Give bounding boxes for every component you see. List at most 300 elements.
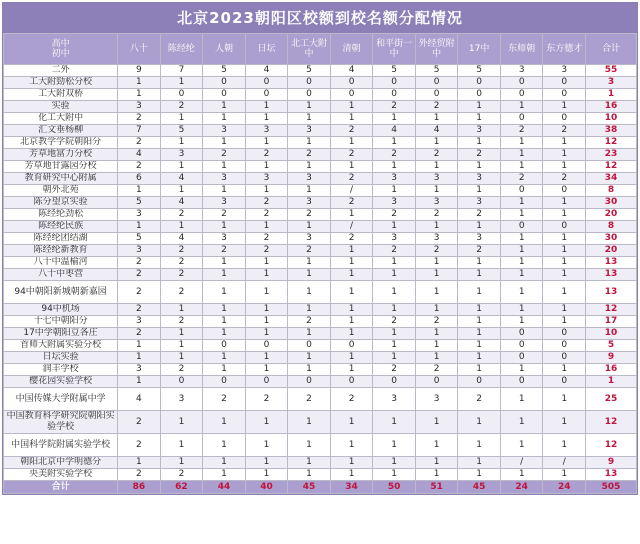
table-cell: 3 bbox=[203, 197, 246, 209]
table-cell: 0 bbox=[245, 89, 288, 101]
table-cell: 2 bbox=[245, 209, 288, 221]
table-cell: 0 bbox=[543, 77, 586, 89]
table-cell: 1 bbox=[330, 469, 373, 481]
totals-cell: 62 bbox=[160, 481, 203, 494]
column-header: 日坛 bbox=[245, 34, 288, 65]
row-school-name: 八十中温榆河 bbox=[4, 257, 118, 269]
table-cell: 0 bbox=[160, 376, 203, 388]
table-cell: 1 bbox=[118, 457, 161, 469]
table-cell: 0 bbox=[203, 376, 246, 388]
corner-header-line: 高中 bbox=[51, 39, 70, 49]
table-cell: 0 bbox=[500, 77, 543, 89]
table-cell: 1 bbox=[203, 457, 246, 469]
totals-label: 合计 bbox=[4, 481, 118, 494]
table-cell: 1 bbox=[288, 101, 331, 113]
table-row bbox=[4, 221, 637, 233]
row-total-cell: 9 bbox=[585, 457, 636, 469]
table-cell: 2 bbox=[415, 364, 458, 376]
row-total-cell: 20 bbox=[585, 209, 636, 221]
column-header: 陈经纶 bbox=[160, 34, 203, 65]
table-cell: 1 bbox=[543, 209, 586, 221]
table-cell: 5 bbox=[288, 65, 331, 77]
table-cell: 1 bbox=[415, 113, 458, 125]
table-row bbox=[4, 77, 637, 89]
row-school-name: 朝外北苑 bbox=[4, 185, 118, 197]
table-cell: 0 bbox=[543, 89, 586, 101]
table-row bbox=[4, 113, 637, 125]
table-cell: 0 bbox=[458, 77, 501, 89]
table-cell: 1 bbox=[458, 316, 501, 328]
table-cell: 1 bbox=[330, 209, 373, 221]
row-total-cell: 34 bbox=[585, 173, 636, 185]
row-total-cell: 23 bbox=[585, 149, 636, 161]
table-row bbox=[4, 209, 637, 221]
table-cell: 1 bbox=[458, 469, 501, 481]
table-row bbox=[4, 65, 637, 77]
row-school-name: 芳草地富力分校 bbox=[4, 149, 118, 161]
table-cell: 1 bbox=[330, 257, 373, 269]
table-cell: 1 bbox=[543, 149, 586, 161]
allocation-table bbox=[3, 33, 637, 494]
table-cell: 3 bbox=[288, 233, 331, 245]
table-cell: 1 bbox=[203, 161, 246, 173]
table-cell: 1 bbox=[500, 257, 543, 269]
table-cell: 2 bbox=[330, 197, 373, 209]
table-cell: 1 bbox=[415, 340, 458, 352]
table-cell: 1 bbox=[288, 161, 331, 173]
row-school-name: 北京教学学院朝阳分 bbox=[4, 137, 118, 149]
table-cell: 2 bbox=[118, 469, 161, 481]
column-header: 人朝 bbox=[203, 34, 246, 65]
table-row bbox=[4, 101, 637, 113]
table-cell: 1 bbox=[203, 137, 246, 149]
table-cell: 1 bbox=[330, 411, 373, 434]
table-cell: 1 bbox=[203, 257, 246, 269]
table-cell: 7 bbox=[160, 65, 203, 77]
table-cell: 1 bbox=[543, 316, 586, 328]
table-cell: 0 bbox=[330, 376, 373, 388]
table-cell: 0 bbox=[543, 376, 586, 388]
table-cell: 3 bbox=[373, 197, 416, 209]
table-cell: 1 bbox=[500, 101, 543, 113]
table-cell: 1 bbox=[203, 281, 246, 304]
table-cell: 2 bbox=[415, 101, 458, 113]
table-cell: 1 bbox=[118, 376, 161, 388]
table-cell: 1 bbox=[458, 137, 501, 149]
table-cell: 1 bbox=[458, 328, 501, 340]
table-cell: 1 bbox=[160, 113, 203, 125]
table-row bbox=[4, 281, 637, 304]
table-cell: 2 bbox=[118, 257, 161, 269]
table-cell: 1 bbox=[543, 245, 586, 257]
table-cell: 1 bbox=[373, 352, 416, 364]
totals-cell: 24 bbox=[500, 481, 543, 494]
totals-cell: 44 bbox=[203, 481, 246, 494]
table-cell: 1 bbox=[118, 352, 161, 364]
row-school-name: 陈经纶民族 bbox=[4, 221, 118, 233]
table-cell: 0 bbox=[543, 113, 586, 125]
table-row bbox=[4, 411, 637, 434]
table-cell: 0 bbox=[500, 376, 543, 388]
table-cell: 1 bbox=[500, 245, 543, 257]
table-cell: 1 bbox=[160, 328, 203, 340]
table-cell: 5 bbox=[458, 65, 501, 77]
table-cell: 2 bbox=[160, 269, 203, 281]
table-cell: 2 bbox=[500, 173, 543, 185]
table-cell: 1 bbox=[458, 257, 501, 269]
table-cell: 1 bbox=[330, 304, 373, 316]
table-cell: 1 bbox=[160, 457, 203, 469]
table-cell: 2 bbox=[118, 281, 161, 304]
table-cell: 4 bbox=[160, 233, 203, 245]
table-cell: 1 bbox=[500, 269, 543, 281]
row-total-cell: 30 bbox=[585, 197, 636, 209]
table-cell: 2 bbox=[203, 149, 246, 161]
row-total-cell: 13 bbox=[585, 269, 636, 281]
table-cell: 1 bbox=[458, 281, 501, 304]
table-cell: 1 bbox=[500, 281, 543, 304]
table-cell: 1 bbox=[373, 411, 416, 434]
totals-cell: 505 bbox=[585, 481, 636, 494]
table-cell: 5 bbox=[118, 197, 161, 209]
table-cell: 2 bbox=[203, 245, 246, 257]
table-cell: 1 bbox=[118, 185, 161, 197]
totals-cell: 40 bbox=[245, 481, 288, 494]
table-cell: 1 bbox=[458, 269, 501, 281]
table-cell: 0 bbox=[500, 352, 543, 364]
table-cell: 2 bbox=[203, 209, 246, 221]
totals-cell: 86 bbox=[118, 481, 161, 494]
table-cell: 1 bbox=[458, 185, 501, 197]
table-cell: 1 bbox=[415, 469, 458, 481]
table-cell: 3 bbox=[415, 197, 458, 209]
row-school-name: 樱花园实验学校 bbox=[4, 376, 118, 388]
row-school-name: 94中朝阳新城朝新嘉园 bbox=[4, 281, 118, 304]
corner-header bbox=[4, 34, 118, 65]
row-total-cell: 13 bbox=[585, 281, 636, 304]
table-cell: 1 bbox=[203, 185, 246, 197]
table-cell: 1 bbox=[245, 411, 288, 434]
table-cell: 1 bbox=[458, 101, 501, 113]
table-cell: 2 bbox=[458, 149, 501, 161]
table-cell: 1 bbox=[288, 185, 331, 197]
table-row bbox=[4, 257, 637, 269]
table-cell: 5 bbox=[160, 125, 203, 137]
table-cell: 1 bbox=[543, 269, 586, 281]
row-school-name: 日坛实验 bbox=[4, 352, 118, 364]
table-cell: 5 bbox=[415, 65, 458, 77]
table-cell: 1 bbox=[330, 434, 373, 457]
table-cell: 1 bbox=[245, 352, 288, 364]
table-cell: 2 bbox=[415, 209, 458, 221]
table-cell: 2 bbox=[373, 245, 416, 257]
table-cell: 1 bbox=[288, 328, 331, 340]
table-cell: 5 bbox=[118, 233, 161, 245]
table-cell: 0 bbox=[373, 376, 416, 388]
table-cell: 7 bbox=[118, 125, 161, 137]
table-row bbox=[4, 364, 637, 376]
table-cell: 1 bbox=[330, 281, 373, 304]
table-cell: 0 bbox=[245, 77, 288, 89]
table-cell: 0 bbox=[330, 340, 373, 352]
table-cell: 1 bbox=[415, 304, 458, 316]
table-cell: 6 bbox=[118, 173, 161, 185]
table-cell: 1 bbox=[245, 434, 288, 457]
table-cell: 3 bbox=[500, 65, 543, 77]
row-school-name: 陈经纶劲松 bbox=[4, 209, 118, 221]
table-cell: 2 bbox=[458, 388, 501, 411]
table-cell: 3 bbox=[203, 173, 246, 185]
table-cell: 1 bbox=[543, 281, 586, 304]
table-cell: 1 bbox=[373, 257, 416, 269]
table-cell: 3 bbox=[458, 125, 501, 137]
table-row bbox=[4, 269, 637, 281]
table-body bbox=[4, 65, 637, 481]
table-cell: 3 bbox=[415, 233, 458, 245]
table-row bbox=[4, 173, 637, 185]
table-cell: 0 bbox=[245, 340, 288, 352]
table-cell: 5 bbox=[373, 65, 416, 77]
column-header: 北工大附中 bbox=[288, 34, 331, 65]
row-school-name: 中国教育科学研究院朝阳实验学校 bbox=[4, 411, 118, 434]
table-cell: 1 bbox=[118, 340, 161, 352]
column-header: 和平街一中 bbox=[373, 34, 416, 65]
table-cell: 1 bbox=[415, 352, 458, 364]
table-cell: 1 bbox=[458, 304, 501, 316]
table-cell: 1 bbox=[330, 269, 373, 281]
table-cell: 2 bbox=[500, 125, 543, 137]
row-total-cell: 9 bbox=[585, 352, 636, 364]
column-header: 17中 bbox=[458, 34, 501, 65]
table-cell: 1 bbox=[373, 340, 416, 352]
table-row bbox=[4, 469, 637, 481]
table-cell: 2 bbox=[288, 149, 331, 161]
table-cell: 3 bbox=[415, 173, 458, 185]
row-total-cell: 8 bbox=[585, 185, 636, 197]
table-cell: 2 bbox=[245, 149, 288, 161]
row-total-cell: 13 bbox=[585, 257, 636, 269]
table-cell: 9 bbox=[118, 65, 161, 77]
table-cell: 0 bbox=[288, 89, 331, 101]
table-cell: 1 bbox=[500, 364, 543, 376]
table-cell: 1 bbox=[330, 161, 373, 173]
table-cell: 3 bbox=[245, 173, 288, 185]
table-cell: 0 bbox=[288, 340, 331, 352]
table-cell: 1 bbox=[245, 457, 288, 469]
column-header: 清朝 bbox=[330, 34, 373, 65]
table-cell: 1 bbox=[245, 161, 288, 173]
table-cell: 2 bbox=[160, 281, 203, 304]
table-cell: 4 bbox=[245, 65, 288, 77]
table-cell: 0 bbox=[415, 376, 458, 388]
table-cell: 1 bbox=[288, 113, 331, 125]
table-cell: 1 bbox=[203, 434, 246, 457]
table-cell: 4 bbox=[118, 388, 161, 411]
table-cell: 1 bbox=[373, 434, 416, 457]
table-cell: 0 bbox=[500, 113, 543, 125]
table-cell: 4 bbox=[330, 65, 373, 77]
allocation-table-frame bbox=[2, 2, 638, 495]
row-school-name: 陈经纶新教育 bbox=[4, 245, 118, 257]
row-total-cell: 10 bbox=[585, 328, 636, 340]
table-cell: 1 bbox=[415, 137, 458, 149]
row-total-cell: 1 bbox=[585, 89, 636, 101]
row-school-name: 首师大附属实验分校 bbox=[4, 340, 118, 352]
row-school-name: 实验 bbox=[4, 101, 118, 113]
table-cell: 1 bbox=[500, 411, 543, 434]
row-total-cell: 12 bbox=[585, 161, 636, 173]
table-cell: 1 bbox=[245, 469, 288, 481]
table-cell: 1 bbox=[288, 364, 331, 376]
table-cell: 3 bbox=[118, 316, 161, 328]
table-cell: 1 bbox=[500, 304, 543, 316]
table-cell: 1 bbox=[203, 113, 246, 125]
table-cell: 2 bbox=[373, 209, 416, 221]
table-cell: 1 bbox=[373, 113, 416, 125]
table-cell: 0 bbox=[288, 376, 331, 388]
table-cell: 2 bbox=[160, 364, 203, 376]
table-cell: 2 bbox=[118, 161, 161, 173]
row-school-name: 央美附实验学校 bbox=[4, 469, 118, 481]
table-cell: 1 bbox=[330, 328, 373, 340]
table-cell: 1 bbox=[288, 411, 331, 434]
table-cell: 2 bbox=[415, 316, 458, 328]
totals-cell: 24 bbox=[543, 481, 586, 494]
row-school-name: 润丰学校 bbox=[4, 364, 118, 376]
table-cell: 1 bbox=[500, 209, 543, 221]
table-row bbox=[4, 245, 637, 257]
table-cell: 1 bbox=[373, 469, 416, 481]
table-row bbox=[4, 376, 637, 388]
table-cell: 1 bbox=[203, 221, 246, 233]
table-cell: 1 bbox=[160, 340, 203, 352]
table-row bbox=[4, 125, 637, 137]
row-total-cell: 3 bbox=[585, 77, 636, 89]
table-cell: 0 bbox=[500, 89, 543, 101]
table-cell: 1 bbox=[330, 101, 373, 113]
table-row bbox=[4, 161, 637, 173]
table-cell: 1 bbox=[245, 113, 288, 125]
table-cell: 1 bbox=[245, 137, 288, 149]
table-cell: 1 bbox=[288, 304, 331, 316]
table-cell: 0 bbox=[203, 340, 246, 352]
table-cell: 1 bbox=[288, 352, 331, 364]
table-cell: 1 bbox=[203, 328, 246, 340]
table-cell: 3 bbox=[160, 149, 203, 161]
table-cell: 2 bbox=[330, 125, 373, 137]
table-cell: 1 bbox=[373, 137, 416, 149]
table-cell: 1 bbox=[330, 352, 373, 364]
table-cell: 3 bbox=[245, 125, 288, 137]
table-cell: 0 bbox=[543, 185, 586, 197]
table-cell: 0 bbox=[500, 340, 543, 352]
table-cell: 2 bbox=[245, 197, 288, 209]
table-cell: 2 bbox=[118, 137, 161, 149]
table-cell: 2 bbox=[160, 101, 203, 113]
table-cell: 3 bbox=[288, 173, 331, 185]
table-cell: 1 bbox=[330, 316, 373, 328]
table-cell: 1 bbox=[543, 388, 586, 411]
row-school-name: 中国传媒大学附属中学 bbox=[4, 388, 118, 411]
table-cell: 0 bbox=[373, 89, 416, 101]
row-school-name: 陈分望京实验 bbox=[4, 197, 118, 209]
table-cell: 1 bbox=[500, 469, 543, 481]
table-cell: 1 bbox=[458, 364, 501, 376]
table-cell: 2 bbox=[330, 173, 373, 185]
table-cell: 1 bbox=[543, 101, 586, 113]
table-cell: 3 bbox=[160, 388, 203, 411]
table-cell: 1 bbox=[500, 316, 543, 328]
row-school-name: 工大附双桥 bbox=[4, 89, 118, 101]
table-cell: 1 bbox=[543, 411, 586, 434]
row-school-name: 94中机场 bbox=[4, 304, 118, 316]
table-cell: 2 bbox=[118, 269, 161, 281]
table-cell: 2 bbox=[373, 364, 416, 376]
table-cell: 1 bbox=[415, 411, 458, 434]
table-cell: 1 bbox=[330, 457, 373, 469]
totals-cell: 50 bbox=[373, 481, 416, 494]
table-cell: 0 bbox=[415, 77, 458, 89]
table-cell: 0 bbox=[543, 340, 586, 352]
row-school-name: 二外 bbox=[4, 65, 118, 77]
table-cell: 2 bbox=[160, 469, 203, 481]
table-row bbox=[4, 457, 637, 469]
row-total-cell: 17 bbox=[585, 316, 636, 328]
table-cell: 1 bbox=[203, 352, 246, 364]
table-cell: 1 bbox=[415, 328, 458, 340]
table-cell: 1 bbox=[288, 137, 331, 149]
table-cell: 1 bbox=[415, 457, 458, 469]
totals-row bbox=[4, 481, 637, 494]
table-cell: 1 bbox=[245, 269, 288, 281]
row-total-cell: 16 bbox=[585, 101, 636, 113]
table-cell: 3 bbox=[288, 125, 331, 137]
table-cell: 1 bbox=[415, 185, 458, 197]
table-cell: 1 bbox=[415, 434, 458, 457]
table-cell: 0 bbox=[500, 221, 543, 233]
table-cell: 1 bbox=[373, 185, 416, 197]
table-cell: 1 bbox=[543, 257, 586, 269]
table-row bbox=[4, 304, 637, 316]
table-cell: 1 bbox=[458, 352, 501, 364]
table-cell: 1 bbox=[543, 469, 586, 481]
table-cell: 2 bbox=[118, 328, 161, 340]
column-header: 东师朝 bbox=[500, 34, 543, 65]
table-cell: 1 bbox=[458, 411, 501, 434]
table-cell: 1 bbox=[330, 364, 373, 376]
table-cell: 3 bbox=[373, 233, 416, 245]
table-row bbox=[4, 233, 637, 245]
row-total-cell: 12 bbox=[585, 434, 636, 457]
table-cell: 1 bbox=[330, 113, 373, 125]
row-school-name: 朝阳北京中学明德分 bbox=[4, 457, 118, 469]
row-total-cell: 1 bbox=[585, 376, 636, 388]
table-cell: 2 bbox=[288, 388, 331, 411]
table-cell: 1 bbox=[415, 257, 458, 269]
table-cell: 2 bbox=[288, 245, 331, 257]
column-header: 八十 bbox=[118, 34, 161, 65]
row-total-cell: 13 bbox=[585, 469, 636, 481]
row-total-cell: 10 bbox=[585, 113, 636, 125]
table-cell: / bbox=[330, 185, 373, 197]
table-cell: 2 bbox=[330, 388, 373, 411]
table-cell: 1 bbox=[330, 245, 373, 257]
table-cell: 1 bbox=[415, 161, 458, 173]
table-cell: 1 bbox=[500, 161, 543, 173]
row-total-cell: 25 bbox=[585, 388, 636, 411]
table-cell: 0 bbox=[543, 328, 586, 340]
table-cell: 3 bbox=[288, 197, 331, 209]
